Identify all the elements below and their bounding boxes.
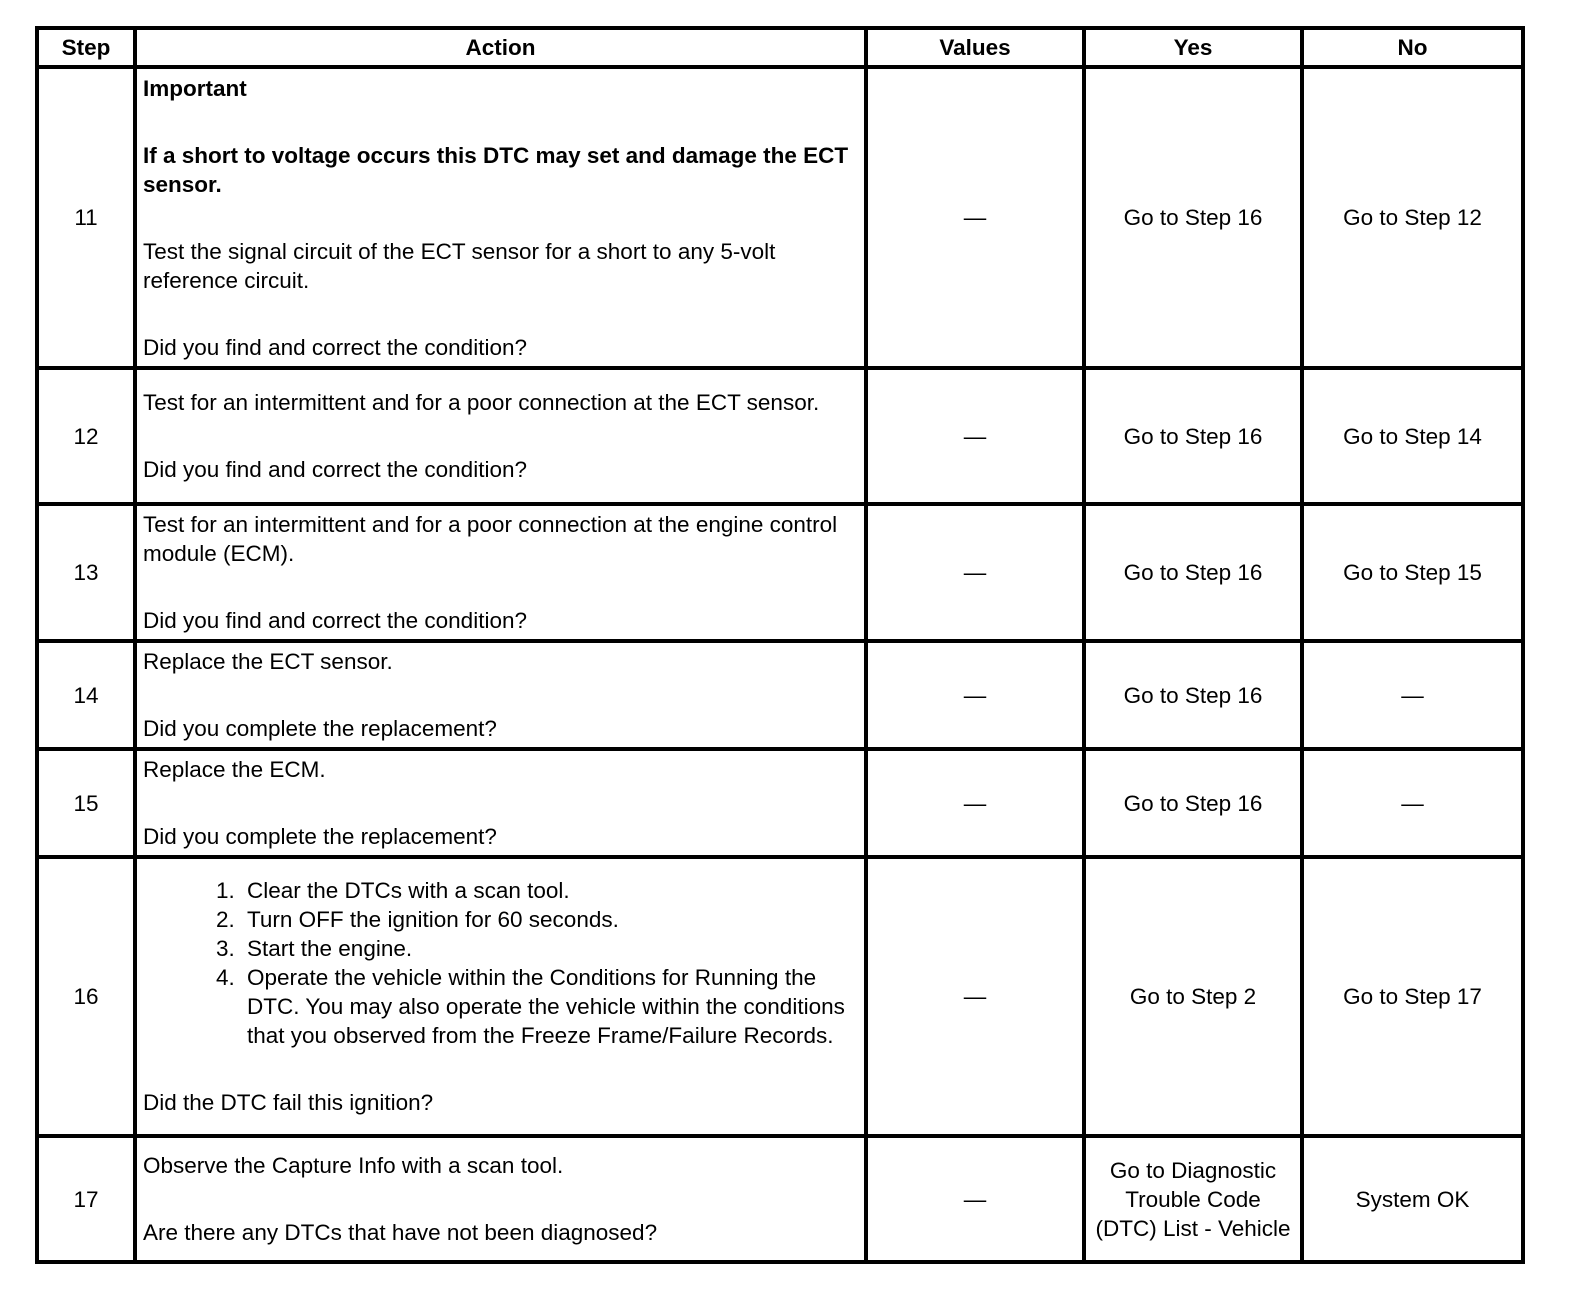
question-text: Are there any DTCs that have not been diagnosed?	[143, 1220, 658, 1245]
question-text: Did you complete the replacement?	[143, 824, 497, 849]
step-number: 12	[37, 368, 135, 504]
yes-cell: Go to Step 16	[1084, 749, 1302, 857]
values-cell: —	[866, 67, 1084, 368]
question-text: Did you find and correct the condition?	[143, 334, 527, 360]
values-cell: —	[866, 368, 1084, 504]
values-cell: —	[866, 1136, 1084, 1262]
action-cell	[135, 749, 866, 857]
table-row	[37, 504, 1523, 641]
yes-cell: Go to Step 16	[1084, 67, 1302, 368]
question-text: Did the DTC fail this ignition?	[143, 1090, 434, 1115]
header-action: Action	[135, 28, 866, 67]
list-item: 4. Operate the vehicle within the Conditions for Running the DTC. You may also operate the vehicle within the conditions that you observed from the Freeze Frame/Failure Records.	[241, 963, 858, 1050]
header-no: No	[1302, 28, 1523, 67]
step-number: 13	[37, 504, 135, 641]
step-number: 14	[37, 641, 135, 749]
values-cell: —	[866, 504, 1084, 641]
question-text: Did you complete the replacement?	[143, 716, 497, 741]
list-item: 1. Clear the DTCs with a scan tool.	[241, 876, 858, 905]
step-number: 11	[37, 67, 135, 368]
diagnostic-table	[35, 26, 1525, 1264]
warning-text: If a short to voltage occurs this DTC may set and damage the ECT sensor.	[143, 142, 849, 197]
instruction-text: Test the signal circuit of the ECT sensor for a short to any 5-volt reference circuit.	[143, 238, 776, 293]
diagnostic-table-page	[35, 26, 1525, 1264]
values-cell: —	[866, 749, 1084, 857]
values-cell: —	[866, 857, 1084, 1136]
step-number: 17	[37, 1136, 135, 1262]
instruction-text: Test for an intermittent and for a poor connection at the ECT sensor.	[143, 390, 820, 415]
instruction-text: Replace the ECT sensor.	[143, 649, 393, 674]
header-step: Step	[37, 28, 135, 67]
no-cell: Go to Step 17	[1302, 857, 1523, 1136]
table-row	[37, 749, 1523, 857]
header-yes: Yes	[1084, 28, 1302, 67]
values-cell: —	[866, 641, 1084, 749]
question-text: Did you find and correct the condition?	[143, 608, 527, 633]
action-cell	[135, 504, 866, 641]
list-item: 3. Start the engine.	[241, 934, 858, 963]
header-row	[37, 28, 1523, 67]
table-row	[37, 368, 1523, 504]
table-row	[37, 67, 1523, 368]
action-cell	[135, 368, 866, 504]
step-number: 15	[37, 749, 135, 857]
instruction-text: Observe the Capture Info with a scan tool.	[143, 1153, 564, 1178]
yes-cell: Go to Step 16	[1084, 504, 1302, 641]
action-cell	[135, 67, 866, 368]
table-row	[37, 641, 1523, 749]
table-row	[37, 857, 1523, 1136]
list-item: 2. Turn OFF the ignition for 60 seconds.	[241, 905, 858, 934]
no-cell: —	[1302, 749, 1523, 857]
yes-cell: Go to Step 16	[1084, 641, 1302, 749]
action-cell	[135, 641, 866, 749]
table-row	[37, 1136, 1523, 1262]
yes-cell: Go to Step 2	[1084, 857, 1302, 1136]
instruction-text: Replace the ECM.	[143, 757, 326, 782]
procedure-list	[143, 876, 858, 1050]
no-cell: Go to Step 12	[1302, 67, 1523, 368]
yes-cell: Go to Diagnostic Trouble Code (DTC) List - Vehicle	[1084, 1136, 1302, 1262]
action-cell	[135, 857, 866, 1136]
instruction-text: Test for an intermittent and for a poor connection at the engine control module (ECM).	[143, 512, 838, 566]
yes-cell: Go to Step 16	[1084, 368, 1302, 504]
important-label: Important	[143, 75, 247, 101]
question-text: Did you find and correct the condition?	[143, 457, 527, 482]
step-number: 16	[37, 857, 135, 1136]
action-cell	[135, 1136, 866, 1262]
header-values: Values	[866, 28, 1084, 67]
no-cell: —	[1302, 641, 1523, 749]
no-cell: Go to Step 15	[1302, 504, 1523, 641]
no-cell: System OK	[1302, 1136, 1523, 1262]
no-cell: Go to Step 14	[1302, 368, 1523, 504]
